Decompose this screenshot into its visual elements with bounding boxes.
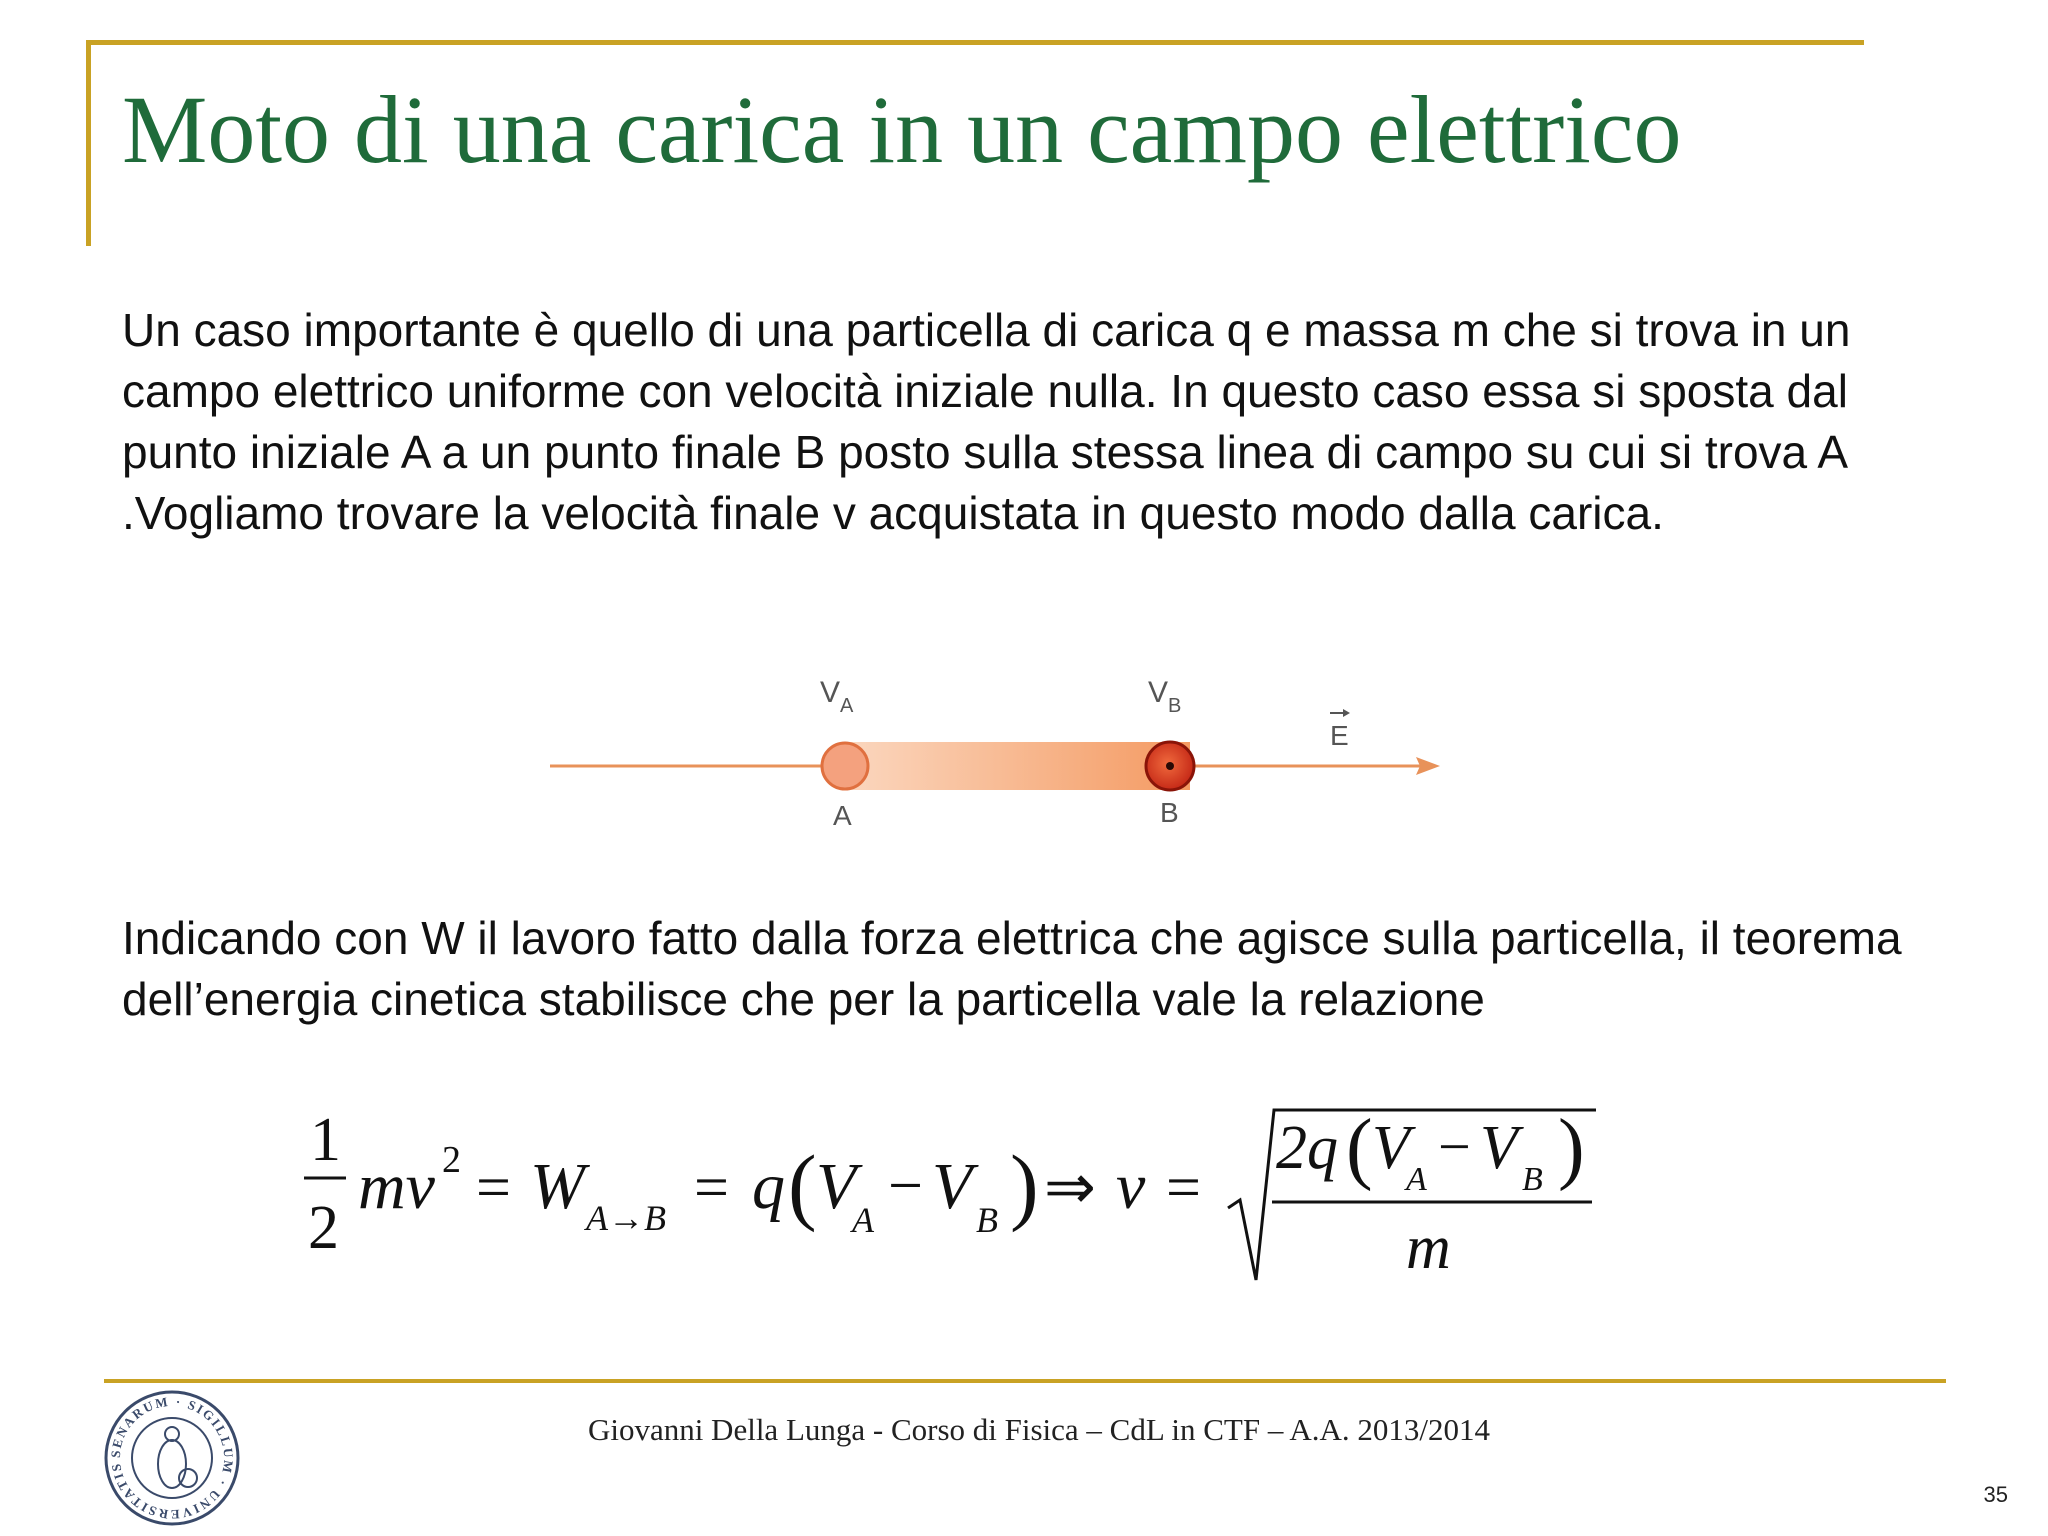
- footer-divider: [104, 1379, 1946, 1383]
- footer-credit: Giovanni Della Lunga - Corso di Fisica – CdL in CTF – A.A. 2013/2014: [587, 1412, 1491, 1447]
- formula-implies: ⇒: [1044, 1154, 1096, 1222]
- label-vb: V: [1148, 676, 1169, 709]
- formula-num-minus: −: [1438, 1114, 1471, 1179]
- kinetic-energy-formula: [296, 1090, 1626, 1310]
- formula-half-den: 2: [308, 1194, 339, 1262]
- charge-a: [822, 743, 868, 789]
- formula-eq-2: =: [694, 1154, 729, 1222]
- charge-b-dot: [1166, 762, 1174, 770]
- formula-minus: −: [888, 1152, 923, 1220]
- seal-text: SENARUM · SIGILLUM · UNIVERSITATIS: [107, 1393, 237, 1523]
- seal-wheel: [179, 1469, 197, 1487]
- label-e: E: [1330, 720, 1349, 751]
- charge-motion-diagram: [520, 660, 1460, 860]
- formula-svg: [296, 1090, 1626, 1310]
- formula-eq-3: =: [1166, 1154, 1201, 1222]
- seal-svg: [102, 1388, 242, 1528]
- formula-vb-sub: B: [976, 1200, 998, 1240]
- label-b: B: [1160, 797, 1179, 828]
- label-vb-sub: B: [1168, 695, 1182, 717]
- formula-q: q: [752, 1150, 785, 1223]
- diagram-svg: [520, 660, 1460, 860]
- formula-half-num: 1: [310, 1106, 341, 1174]
- formula-num-2q: 2q: [1276, 1114, 1338, 1182]
- label-va: V: [820, 676, 841, 709]
- theorem-paragraph: Indicando con W il lavoro fatto dalla forza elettrica che agisce sulla particella, il teorema dell’energia cinetica stabilisce che per la particella vale la relazione: [122, 912, 1902, 1025]
- label-va-sub: A: [840, 695, 854, 717]
- page-number: 35: [1983, 1482, 2008, 1507]
- formula-exp: 2: [442, 1139, 461, 1181]
- formula-paren-right: ): [1010, 1137, 1039, 1233]
- top-border: [88, 40, 1864, 45]
- formula-num-va: V: [1372, 1114, 1410, 1182]
- university-seal: [102, 1388, 242, 1528]
- formula-va-sub: A: [852, 1200, 874, 1240]
- formula-num-paren-right: ): [1558, 1104, 1585, 1192]
- formula-num-paren-left: (: [1346, 1104, 1373, 1192]
- formula-mv: mv: [358, 1150, 435, 1223]
- formula-w-sub: A→B: [586, 1198, 666, 1238]
- formula-den-m: m: [1406, 1214, 1451, 1282]
- e-vector-arrowhead: [1343, 709, 1350, 717]
- intro-paragraph: Un caso importante è quello di una particella di carica q e massa m che si trova in un campo elettrico uniforme con velocità iniziale nulla. In questo caso essa si sposta dal punto iniziale A a un punto finale B posto sulla stessa linea di campo su cui si trova A .Vogliamo trovare la velocità finale v acquistata in questo modo dalla carica.: [122, 304, 1851, 539]
- formula-va: V: [816, 1150, 857, 1223]
- formula-w: W: [530, 1150, 585, 1223]
- slide-title: Moto di una carica in un campo elettrico: [122, 76, 1682, 183]
- label-a: A: [833, 800, 852, 831]
- left-border: [86, 40, 91, 246]
- formula-num-va-sub: A: [1406, 1161, 1427, 1198]
- formula-num-vb: V: [1480, 1114, 1518, 1182]
- formula-num-vb-sub: B: [1522, 1161, 1543, 1198]
- motion-trail: [845, 742, 1190, 790]
- formula-v: v: [1116, 1150, 1146, 1223]
- formula-vb: V: [932, 1150, 973, 1223]
- formula-paren-left: (: [788, 1137, 817, 1233]
- formula-eq-1: =: [476, 1154, 511, 1222]
